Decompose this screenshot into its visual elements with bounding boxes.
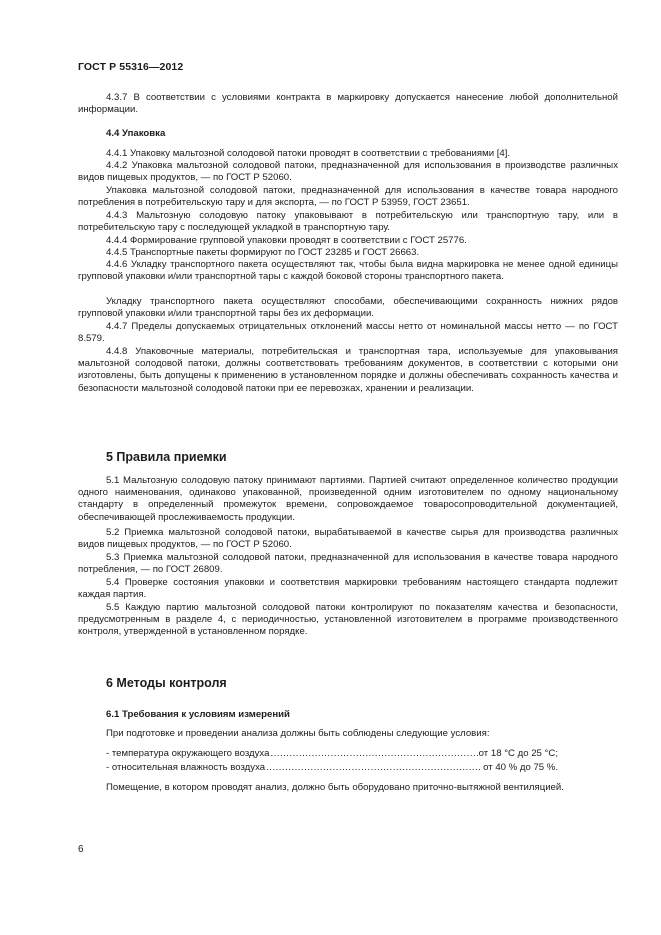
clause-4-4-4: 4.4.4 Формирование групповой упаковки проводят в соответствии с ГОСТ 25776. [106,235,467,246]
section-6-heading: 6 Методы контроля [106,676,227,690]
clause-4-4-8: 4.4.8 Упаковочные материалы, потребительская и транспортная тара, используемые для упаковывания мальтозной солодовой патоки, должны соответствовать требованиям документов, в соответствии с которыми они изготовлены, быть допущены к применению в установленном порядке и должны обеспечивать сохранность качества и безопасности мальтозной солодовой патоки при ее перевозках, хранении и реализации. [78,346,618,394]
condition-label: - температура окружающего воздуха [106,748,270,759]
leader-dots [266,762,482,773]
clause-5-5: 5.5 Каждую партию мальтозной солодовой патоки контролируют по показателям качества и безопасности, предусмотренным в разделе 4, с периодичностью, установленной изготовителем в программе производственного контроля, утвержденной в установленном порядке. [78,602,618,638]
document-header: ГОСТ Р 55316—2012 [78,61,184,73]
clause-4-4-6: 4.4.6 Укладку транспортного пакета осуществляют так, чтобы была видна маркировка не менее одной единицы групповой упаковки и/или транспортной тары с каждой боковой стороны транспортного пакета. [78,259,618,283]
clause-5-1: 5.1 Мальтозную солодовую патоку принимают партиями. Партией считают определенное количество продукции одного наименования, одинаково упакованной, произведенной одним изготовителем по одному национальному стандарту в определенный промежуток времени, сопровождаемое товаросопроводительной документацией, обеспечивающей прослеживаемость продукции. [78,475,618,523]
clause-4-3-7: 4.3.7 В соответствии с условиями контракта в маркировку допускается нанесение любой дополнительной информации. [78,92,618,116]
clause-5-3: 5.3 Приемка мальтозной солодовой патоки, предназначенной для использования в качестве товара народного потребления, — по ГОСТ 26809. [78,552,618,576]
condition-temperature [106,748,558,759]
clause-5-2: 5.2 Приемка мальтозной солодовой патоки, вырабатываемой в качестве сырья для производства различных видов пищевых продуктов, — по ГОСТ Р 52060. [78,527,618,551]
section-5-heading: 5 Правила приемки [106,450,227,464]
leader-dots [270,748,477,759]
clause-4-4-7: 4.4.7 Пределы допускаемых отрицательных отклонений массы нетто от номинальной массы нетто — по ГОСТ 8.579. [78,321,618,345]
clause-4-4-2-paragraph: Упаковка мальтозной солодовой патоки, предназначенной для использования в качестве товара народного потребления в потребительскую тару и для экспорта, — по ГОСТ Р 53959, ГОСТ 23651. [78,185,618,209]
clause-4-4-6-paragraph: Укладку транспортного пакета осуществляют способами, обеспечивающими сохранность нижних рядов групповой упаковки и/или транспортной тары без их деформации. [78,296,618,320]
condition-label: - относительная влажность воздуха [106,762,266,773]
heading-6-1: 6.1 Требования к условиям измерений [106,709,290,720]
conditions-intro: При подготовке и проведении анализа должны быть соблюдены следующие условия: [106,728,490,739]
clause-4-4-3: 4.4.3 Мальтозную солодовую патоку упаковывают в потребительскую или транспортную тару, или в потребительскую тару с последующей укладкой в транспортную тару. [78,210,618,234]
page-number: 6 [78,844,84,855]
ventilation-paragraph: Помещение, в котором проводят анализ, должно быть оборудовано приточно-вытяжной вентиляцией. [106,782,564,793]
clause-5-4: 5.4 Проверке состояния упаковки и соответствия маркировки требованиям настоящего стандарта подлежит каждая партия. [78,577,618,601]
clause-4-4-2: 4.4.2 Упаковка мальтозной солодовой патоки, предназначенной для использования в производстве различных видов пищевых продуктов, — по ГОСТ Р 52060. [78,160,618,184]
condition-humidity [106,762,558,773]
condition-value: от 18 °С до 25 °С; [478,748,558,759]
condition-value: от 40 % до 75 %. [483,762,558,773]
clause-4-4-1: 4.4.1 Упаковку мальтозной солодовой патоки проводят в соответствии с требованиями [4]. [106,148,511,159]
heading-4-4: 4.4 Упаковка [106,128,166,139]
clause-4-4-5: 4.4.5 Транспортные пакеты формируют по ГОСТ 23285 и ГОСТ 26663. [106,247,420,258]
